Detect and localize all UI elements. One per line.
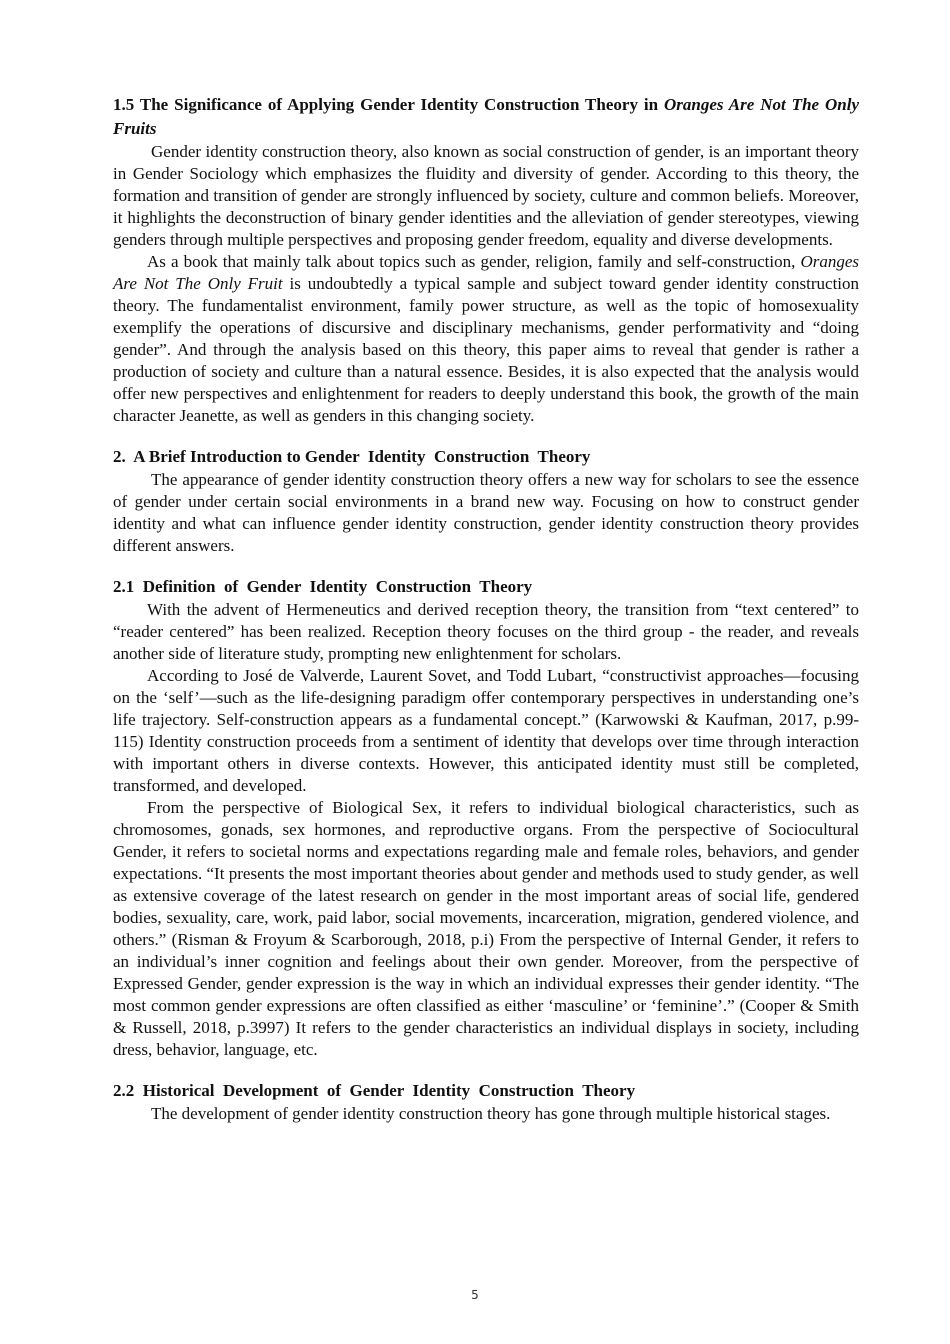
page-number: 5	[471, 1288, 479, 1302]
section-spacer	[113, 1061, 859, 1079]
heading-text: 1.5 The Significance of Applying Gender Identity Construction Theory in	[113, 95, 664, 114]
book-title: Oranges Are Not The Only Fruit	[113, 252, 859, 293]
paragraph-text: As a book that mainly talk about topics such as gender, religion, family and self-construction,	[147, 252, 801, 271]
section-heading-2-2: 2.2 Historical Development of Gender Identity Construction Theory	[113, 1081, 636, 1100]
paragraph	[113, 251, 859, 427]
paragraph: According to José de Valverde, Laurent Sovet, and Todd Lubart, “constructivist approaches—focusing on the ‘self’—such as the life-designing paradigm offer contemporary perspectives in understanding one’s life trajectory. Self-construction appears as a fundamental concept.” (Karwowski & Kaufman, 2017, p.99-115) Identity construction proceeds from a sentiment of identity that develops over time through interaction with important others in diverse contexts. However, this anticipated identity must still be completed, transformed, and developed.	[113, 666, 859, 795]
paragraph: The development of gender identity construction theory has gone through multiple historical stages.	[151, 1104, 831, 1123]
paragraph: The appearance of gender identity construction theory offers a new way for scholars to see the essence of gender under certain social environments in a brand new way. Focusing on how to construct gender identity and what can influence gender identity construction, gender identity construction theory provides different answers.	[113, 470, 859, 555]
paragraph-text: is undoubtedly a typical sample and subject toward gender identity construction theory. The fundamentalist environment, family power structure, as well as the topic of homosexuality exemplify the operations of discursive and disciplinary mechanisms, gender performativity and “doing gender”. And through the analysis based on this theory, this paper aims to reveal that gender is rather a production of society and culture than a natural essence. Besides, it is also expected that the analysis would offer new perspectives and enlightenment for readers to deeply understand this book, the growth of the main character Jeanette, as well as genders in this changing society.	[113, 274, 860, 425]
section-heading-1-5	[113, 93, 859, 141]
document-page	[113, 93, 859, 1125]
paragraph: Gender identity construction theory, also known as social construction of gender, is an important theory in Gender Sociology which emphasizes the fluidity and diversity of gender. According to this theory, the formation and transition of gender are strongly influenced by society, culture and common beliefs. Moreover, it highlights the deconstruction of binary gender identities and the alleviation of gender stereotypes, viewing genders through multiple perspectives and proposing gender freedom, equality and diverse developments.	[113, 142, 859, 249]
paragraph: From the perspective of Biological Sex, it refers to individual biological characteristics, such as chromosomes, gonads, sex hormones, and reproductive organs. From the perspective of Sociocultural Gender, it refers to societal norms and expectations regarding male and female roles, behaviors, and gender expectations. “It presents the most important theories about gender and methods used to study gender, as well as extensive coverage of the latest research on gender in the most important areas of social life, gendered bodies, sexuality, care, work, paid labor, social movements, incarceration, migration, gendered violence, and others.” (Risman & Froyum & Scarborough, 2018, p.i) From the perspective of Internal Gender, it refers to an individual’s inner cognition and feelings about their own gender. Moreover, from the perspective of Expressed Gender, gender expression is the way in which an individual expresses their gender identity. “The most common gender expressions are often classified as either ‘masculine’ or ‘feminine’.” (Cooper & Smith & Russell, 2018, p.3997) It refers to the gender characteristics an individual displays in society, including dress, behavior, language, etc.	[113, 798, 859, 1059]
section-heading-2: 2. A Brief Introduction to Gender Identity Construction Theory	[113, 447, 591, 466]
section-spacer	[113, 427, 859, 445]
heading-book-title: Oranges Are Not The Only Fruits	[113, 95, 859, 138]
paragraph: With the advent of Hermeneutics and derived reception theory, the transition from “text centered” to “reader centered” has been realized. Reception theory focuses on the third group - the reader, and reveals another side of literature study, prompting new enlightenment for scholars.	[113, 600, 859, 663]
section-heading-2-1: 2.1 Definition of Gender Identity Construction Theory	[113, 577, 533, 596]
section-spacer	[113, 557, 859, 575]
